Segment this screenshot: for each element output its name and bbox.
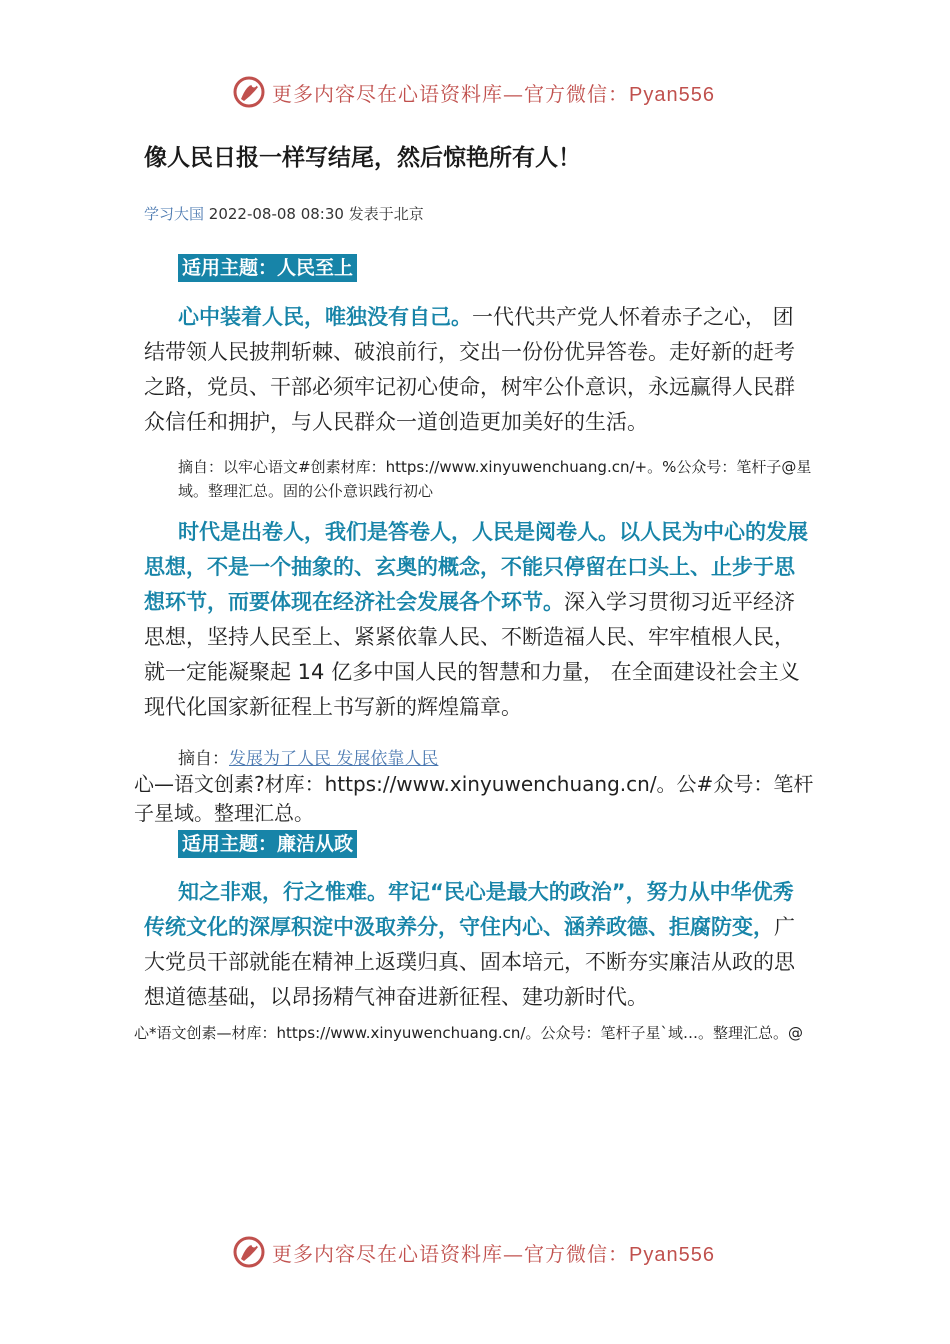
article-meta	[144, 203, 424, 224]
banner-text: 更多内容尽在心语资料库—官方微信：Pyan556	[272, 81, 715, 106]
header-banner	[232, 72, 715, 112]
author-link[interactable]: 学习大国	[144, 205, 205, 223]
publish-info: 2022-08-08 08:30 发表于北京	[204, 205, 424, 223]
source-note-2: 摘自：发展为了人民 发展依靠人民	[178, 749, 439, 769]
article-title: 像人民日报一样写结尾，然后惊艳所有人！	[144, 145, 581, 171]
source-note-3: 心*语文创素—材库：https://www.xinyuwenchuang.cn/。公众号：笔杆子星`域…。整理汇总。@	[134, 1024, 803, 1042]
source-link[interactable]: 发展为了人民 发展依靠人民	[229, 749, 439, 769]
body-1: 一代代共产党人怀着赤子之心， 团结带领人民披荆斩棘、破浪前行，交出一份份优异答卷。走好新的赶考之路，党员、干部必须牢记初心使命，树牢公仆意识，永远赢得人民群众信任和拥护，与人民群众一道创造更加美好的生活。	[144, 305, 795, 434]
source-note-1: 摘自：以牢心语文#创素材库：https://www.xinyuwenchuang.cn/+。%公众号：笔杆子@星域。整理汇总。固的公仆意识践行初心	[178, 458, 812, 500]
source-extra-2: 心—语文创素?材库：https://www.xinyuwenchuang.cn/。公#众号：笔杆子星域。整理汇总。	[134, 772, 814, 825]
body-3: 广大党员干部就能在精神上返璞归真、固本培元，不断夯实廉洁从政的思想道德基础，以昂扬精气神奋进新征程、建功新时代。	[144, 915, 795, 1009]
highlight-1: 心中装着人民，唯独没有自己。	[178, 305, 472, 329]
theme-label-1: 适用主题：人民至上	[178, 254, 357, 282]
body-2: 深入学习贯彻习近平经济思想，坚持人民至上、紧紧依靠人民、不断造福人民、牢牢植根人民，就一定能凝聚起 14 亿多中国人民的智慧和力量， 在全面建设社会主义现代化国家新征程上书写新的辉煌篇章。	[144, 590, 800, 719]
paragraph-1	[144, 300, 814, 440]
banner-text: 更多内容尽在心语资料库—官方微信：Pyan556	[272, 1241, 715, 1266]
footer-banner	[232, 1232, 715, 1272]
paragraph-2	[144, 515, 814, 725]
wechat-id: Pyan556	[629, 83, 715, 106]
logo-icon	[232, 75, 266, 109]
theme-label-2: 适用主题：廉洁从政	[178, 830, 357, 858]
highlight-2: 时代是出卷人，我们是答卷人，人民是阅卷人。以人民为中心的发展思想，不是一个抽象的、玄奥的概念，不能只停留在口头上、止步于思想环节，而要体现在经济社会发展各个环节。	[144, 520, 808, 614]
wechat-id: Pyan556	[629, 1243, 715, 1266]
paragraph-3	[144, 875, 814, 1015]
highlight-3: 知之非艰，行之惟难。牢记“民心是最大的政治”，努力从中华优秀传统文化的深厚积淀中汲取养分，守住内心、涵养政德、拒腐防变，	[144, 880, 794, 939]
logo-icon	[232, 1235, 266, 1269]
